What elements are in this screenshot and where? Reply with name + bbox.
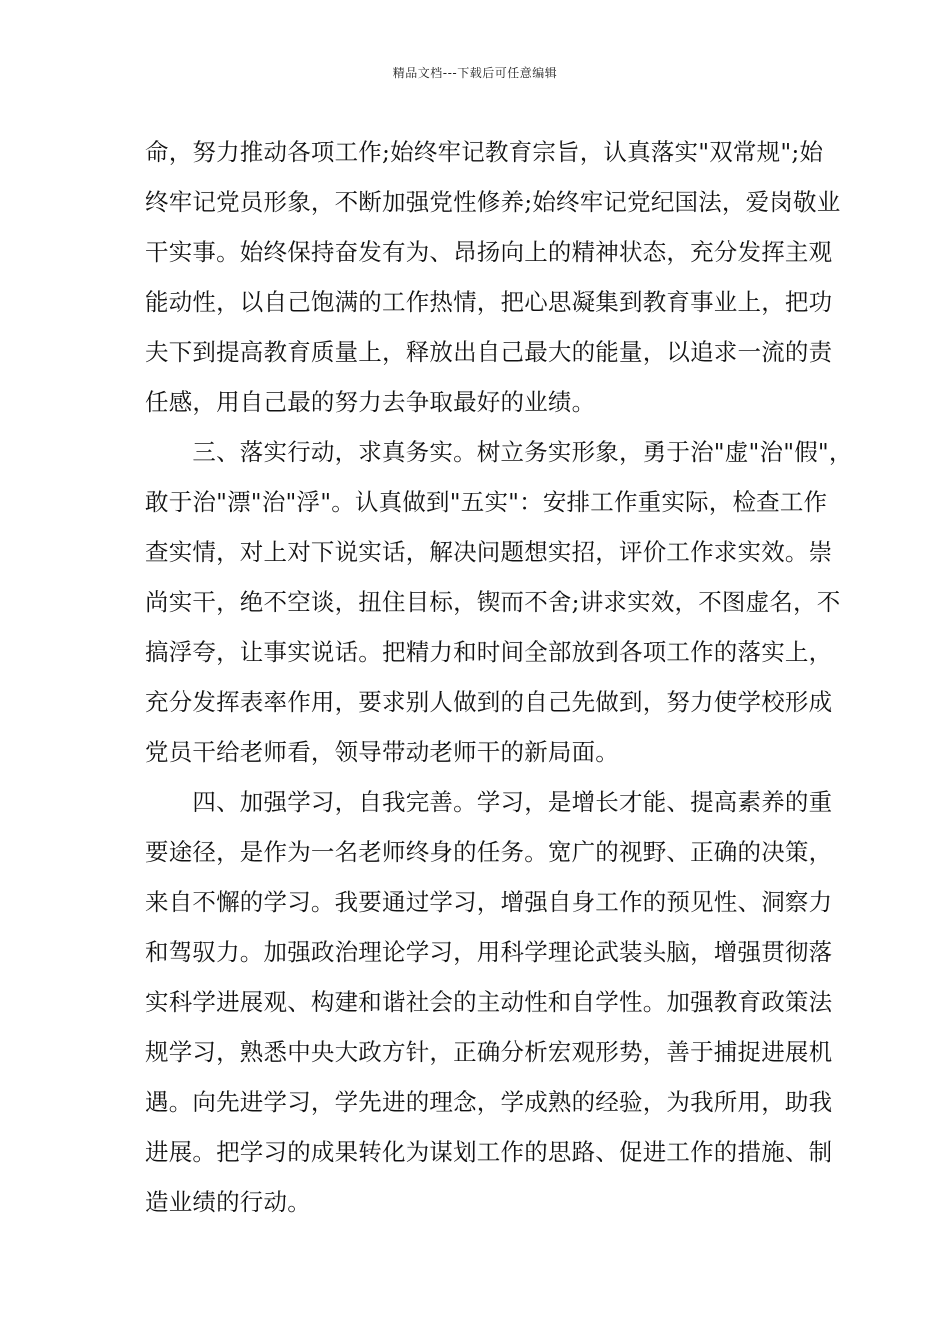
text-line: 党员干给老师看，领导带动老师干的新局面。 [145,738,619,766]
text-line: 实科学进展观、构建和谐社会的主动性和自学性。加强教育政策法 [145,988,833,1016]
text-line: 和驾驭力。加强政治理论学习，用科学理论武装头脑，增强贯彻落 [145,938,833,966]
text-line: 夫下到提高教育质量上，释放出自己最大的能量，以追求一流的责 [145,338,833,366]
text-line: 要途径，是作为一名老师终身的任务。宽广的视野、正确的决策， [145,838,833,866]
text-line: 敢于治"漂"治"浮"。认真做到"五实"：安排工作重实际，检查工作 [145,488,828,516]
document-body [145,127,853,1227]
text-line: 查实情，对上对下说实话，解决问题想实招，评价工作求实效。崇 [145,538,833,566]
text-line: 遇。向先进学习，学先进的理念，学成熟的经验，为我所用，助我 [145,1088,833,1116]
text-line: 充分发挥表率作用，要求别人做到的自己先做到，努力使学校形成 [145,688,833,716]
page-header: 精品文档---下载后可任意编辑 [392,66,558,80]
text-line: 规学习，熟悉中央大政方针，正确分析宏观形势，善于捕捉进展机 [145,1038,833,1066]
text-line: 能动性，以自己饱满的工作热情，把心思凝集到教育事业上，把功 [145,288,833,316]
text-line: 干实事。始终保持奋发有为、昂扬向上的精神状态，充分发挥主观 [145,238,833,266]
text-line: 来自不懈的学习。我要通过学习，增强自身工作的预见性、洞察力 [145,888,833,916]
text-line: 造业绩的行动。 [145,1188,311,1216]
text-line: 任感，用自己最的努力去争取最好的业绩。 [145,388,596,416]
text-line: 进展。把学习的成果转化为谋划工作的思路、促进工作的措施、制 [145,1138,833,1166]
text-line: 搞浮夸，让事实说话。把精力和时间全部放到各项工作的落实上， [145,638,833,666]
text-line: 尚实干，绝不空谈，扭住目标，锲而不舍;讲求实效，不图虚名，不 [145,588,841,616]
text-line: 四、加强学习，自我完善。学习，是增长才能、提高素养的重 [145,788,833,816]
text-line: 三、落实行动，求真务实。树立务实形象，勇于治"虚"治"假"， [145,438,853,466]
text-line: 终牢记党员形象，不断加强党性修养;始终牢记党纪国法，爱岗敬业 [145,188,841,216]
text-line: 命，努力推动各项工作;始终牢记教育宗旨，认真落实"双常规";始 [145,138,824,166]
